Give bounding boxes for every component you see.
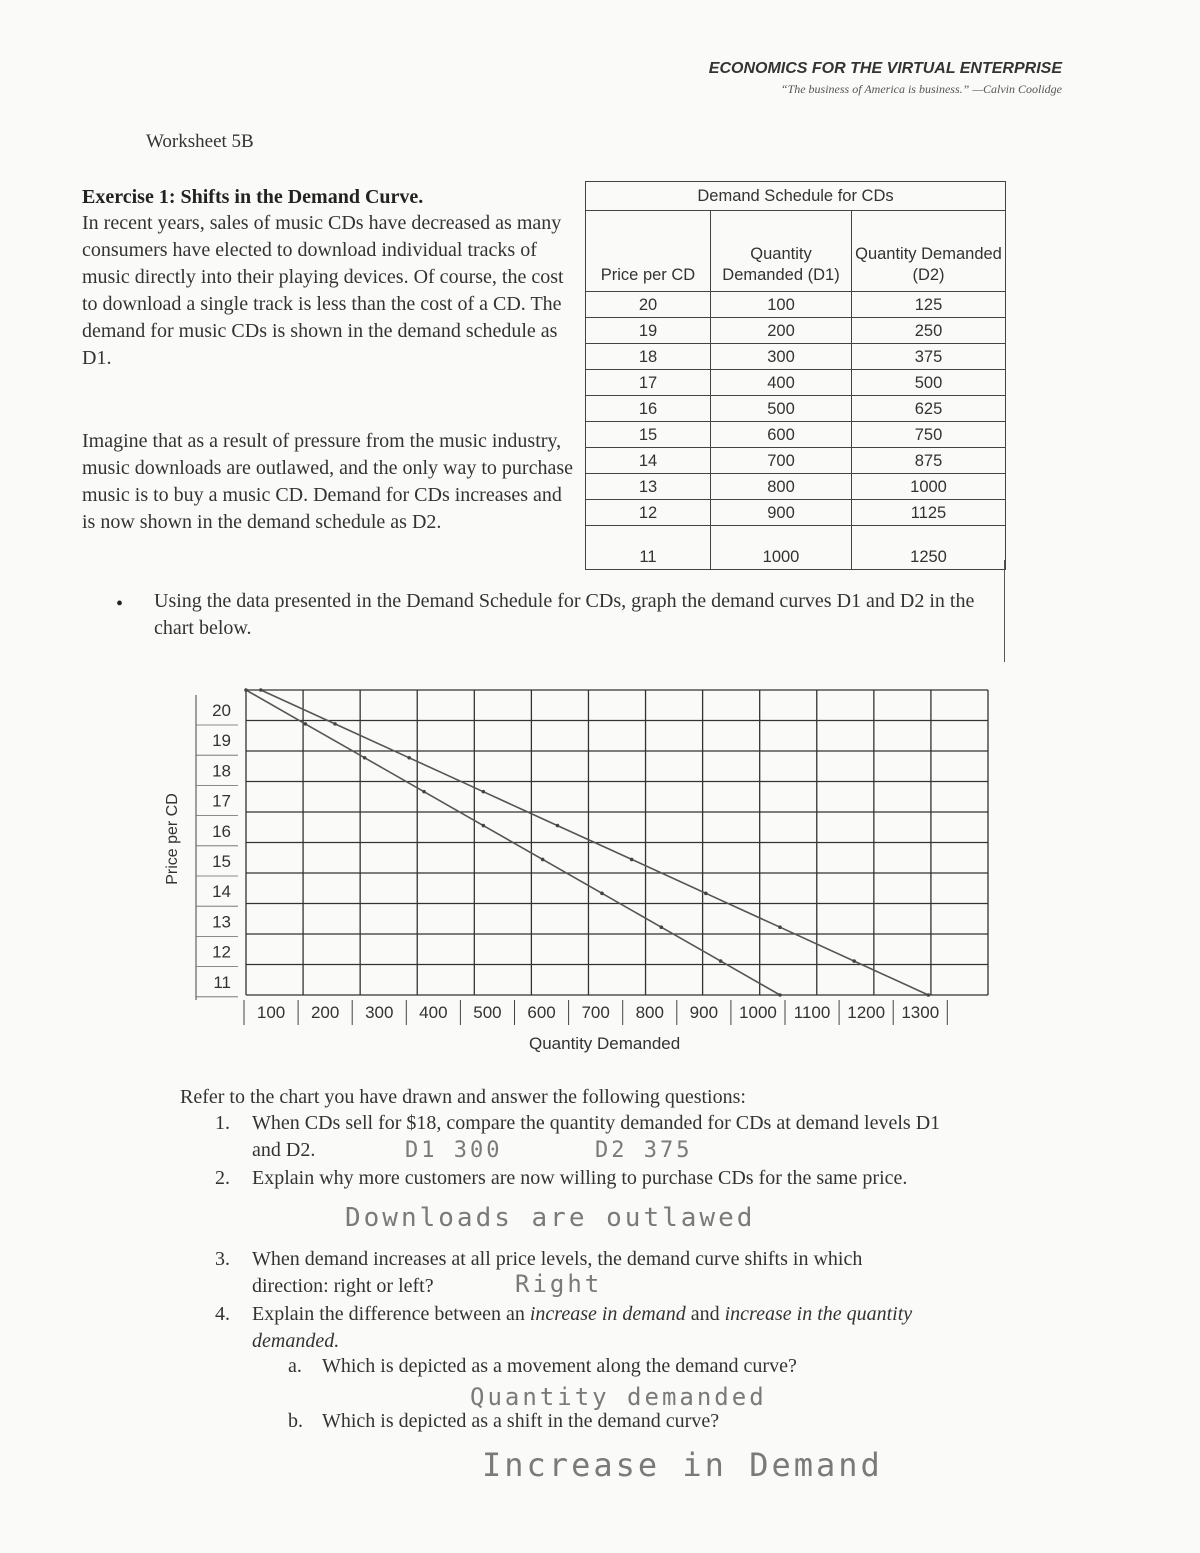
y-tick-label: 18 xyxy=(212,761,231,781)
question-4a xyxy=(0,1355,1200,1385)
q1-text: When CDs sell for $18, compare the quantity demanded for CDs at demand levels D1 xyxy=(252,1112,941,1134)
q4b-label: b. xyxy=(288,1410,303,1432)
cell-d1: 800 xyxy=(711,474,852,500)
q4a-answer: Quantity demanded xyxy=(470,1383,767,1411)
y-tick-label: 15 xyxy=(212,852,231,871)
q4a-text: Which is depicted as a movement along the demand curve? xyxy=(322,1355,797,1377)
y-tick-label: 14 xyxy=(212,882,231,902)
q2-text: Explain why more customers are now willing to purchase CDs for the same price. xyxy=(252,1167,908,1189)
x-tick-label: 500 xyxy=(473,1003,502,1022)
data-point-d2 xyxy=(927,993,931,997)
table-caption: Demand Schedule for CDs xyxy=(586,182,1006,211)
question-4b xyxy=(0,1410,1200,1440)
question-3 xyxy=(0,1246,1200,1306)
q4-number: 4. xyxy=(215,1303,230,1325)
data-point-d1 xyxy=(719,959,723,963)
course-title: ECONOMICS FOR THE VIRTUAL ENTERPRISE xyxy=(708,60,1062,77)
data-point-d1 xyxy=(363,756,367,760)
y-tick-label: 16 xyxy=(212,821,231,841)
y-tick-label: 17 xyxy=(212,791,231,811)
q4-text xyxy=(252,1301,1072,1328)
cell-d1: 400 xyxy=(711,370,852,396)
data-point-d1 xyxy=(541,858,545,862)
question-1 xyxy=(0,1110,1200,1170)
y-tick-label: 19 xyxy=(212,731,231,751)
y-tick-label: 12 xyxy=(212,942,231,962)
cell-d2: 1125 xyxy=(852,500,1006,526)
data-point-d2 xyxy=(407,756,411,760)
cell-d1: 500 xyxy=(711,396,852,422)
graph-instruction: Using the data presented in the Demand Schedule for CDs, graph the demand curves D1 and D2 in the chart below. xyxy=(154,590,975,639)
exercise-paragraph-2: Imagine that as a result of pressure from the music industry, music downloads are outlawed, and the only way to purchase music is to buy a music CD. Demand for CDs increases and is now shown in the demand schedule as D2. xyxy=(82,430,573,533)
q2-answer: Downloads are outlawed xyxy=(345,1203,756,1233)
data-point-d2 xyxy=(333,722,337,726)
cell-price: 14 xyxy=(586,448,711,474)
exercise-title: Exercise 1: Shifts in the Demand Curve. xyxy=(82,186,424,208)
bullet: • xyxy=(116,593,124,615)
q3-number: 3. xyxy=(215,1248,230,1270)
cell-d1: 1000 xyxy=(711,526,852,570)
y-tick-label: 11 xyxy=(213,972,231,992)
cell-price: 20 xyxy=(586,292,711,318)
cell-d2: 250 xyxy=(852,318,1006,344)
header-d1: Quantity Demanded (D1) xyxy=(711,211,852,292)
cell-d1: 300 xyxy=(711,344,852,370)
x-tick-label: 1200 xyxy=(847,1003,886,1022)
q1-answer-d1: D1 300 xyxy=(405,1138,503,1163)
q4-text-a: Explain the difference between an xyxy=(252,1303,530,1325)
cell-d1: 600 xyxy=(711,422,852,448)
q4-text-b: and xyxy=(685,1303,725,1325)
data-point-d2 xyxy=(556,824,560,828)
cell-price: 12 xyxy=(586,500,711,526)
cell-d2: 125 xyxy=(852,292,1006,318)
y-tick-label: 13 xyxy=(212,912,231,932)
x-tick-label: 1100 xyxy=(793,1003,831,1022)
q4a-label: a. xyxy=(288,1355,302,1377)
data-point-d2 xyxy=(482,790,486,794)
cell-d1: 900 xyxy=(711,500,852,526)
data-point-d1 xyxy=(422,790,426,794)
cell-d2: 1250 xyxy=(852,526,1006,570)
data-point-d1 xyxy=(304,722,308,726)
data-point-d1 xyxy=(600,892,604,896)
cell-price: 13 xyxy=(586,474,711,500)
q4b-answer: Increase in Demand xyxy=(482,1446,883,1484)
data-point-d1 xyxy=(778,993,782,997)
data-point-d2 xyxy=(630,858,634,862)
q4-term-increase-demand: increase in demand xyxy=(529,1303,686,1325)
q4-term-increase-quantity: increase in the quantity xyxy=(724,1303,913,1325)
y-axis-label: Price per CD xyxy=(164,793,181,885)
cell-price: 17 xyxy=(586,370,711,396)
data-point-d1 xyxy=(244,688,248,692)
cell-price: 18 xyxy=(586,344,711,370)
cell-d1: 200 xyxy=(711,318,852,344)
cell-d2: 875 xyxy=(852,448,1006,474)
q4b-text: Which is depicted as a shift in the demand curve? xyxy=(322,1410,720,1432)
q3-text-line2: direction: right or left? xyxy=(252,1275,434,1297)
header-d2: Quantity Demanded (D2) xyxy=(852,211,1006,292)
cell-d2: 750 xyxy=(852,422,1006,448)
question-2 xyxy=(0,1165,1200,1195)
data-point-d2 xyxy=(778,925,782,929)
cell-price: 11 xyxy=(586,526,711,570)
x-tick-label: 300 xyxy=(365,1003,394,1022)
question-4 xyxy=(0,1301,1200,1361)
q2-number: 2. xyxy=(215,1167,230,1189)
data-point-d1 xyxy=(482,824,486,828)
cell-price: 15 xyxy=(586,422,711,448)
data-point-d1 xyxy=(660,925,664,929)
data-point-d2 xyxy=(259,688,263,692)
x-tick-label: 800 xyxy=(635,1003,664,1022)
cell-d2: 1000 xyxy=(852,474,1006,500)
header-quote: “The business of America is business.” —Calvin Coolidge xyxy=(780,82,1062,96)
x-tick-label: 900 xyxy=(689,1003,719,1022)
x-tick-label: 1300 xyxy=(901,1003,940,1022)
data-point-d2 xyxy=(852,959,856,963)
x-tick-label: 600 xyxy=(527,1003,556,1022)
header-price: Price per CD xyxy=(586,211,711,292)
q3-answer: Right xyxy=(515,1270,603,1298)
x-tick-label: 400 xyxy=(419,1003,448,1022)
cell-price: 16 xyxy=(586,396,711,422)
x-tick-label: 200 xyxy=(310,1003,340,1022)
x-axis-label: Quantity Demanded xyxy=(529,1034,681,1053)
cell-d2: 375 xyxy=(852,344,1006,370)
q3-text: When demand increases at all price levels, the demand curve shifts in which xyxy=(252,1248,863,1270)
cell-d2: 625 xyxy=(852,396,1006,422)
x-tick-label: 100 xyxy=(256,1003,286,1022)
cell-d1: 700 xyxy=(711,448,852,474)
q4-text-line2: demanded. xyxy=(252,1330,340,1352)
exercise-paragraph-1: In recent years, sales of music CDs have decreased as many consumers have elected to download individual tracks of music directly into their playing devices. Of course, the cost to download a single track is less than the cost of a CD. The demand for music CDs is shown in the demand schedule as D1. xyxy=(82,212,564,369)
cell-d2: 500 xyxy=(852,370,1006,396)
worksheet-label: Worksheet 5B xyxy=(146,131,254,152)
data-point-d2 xyxy=(704,892,708,896)
q1-number: 1. xyxy=(215,1112,230,1134)
cell-d1: 100 xyxy=(711,292,852,318)
y-tick-label: 20 xyxy=(212,701,231,720)
cell-price: 19 xyxy=(586,318,711,344)
questions-intro: Refer to the chart you have drawn and answer the following questions: xyxy=(180,1086,746,1108)
q1-answer-d2: D2 375 xyxy=(595,1138,693,1163)
q1-text-line2: and D2. xyxy=(252,1139,316,1161)
x-tick-label: 700 xyxy=(581,1003,610,1022)
x-tick-label: 1000 xyxy=(739,1003,777,1022)
